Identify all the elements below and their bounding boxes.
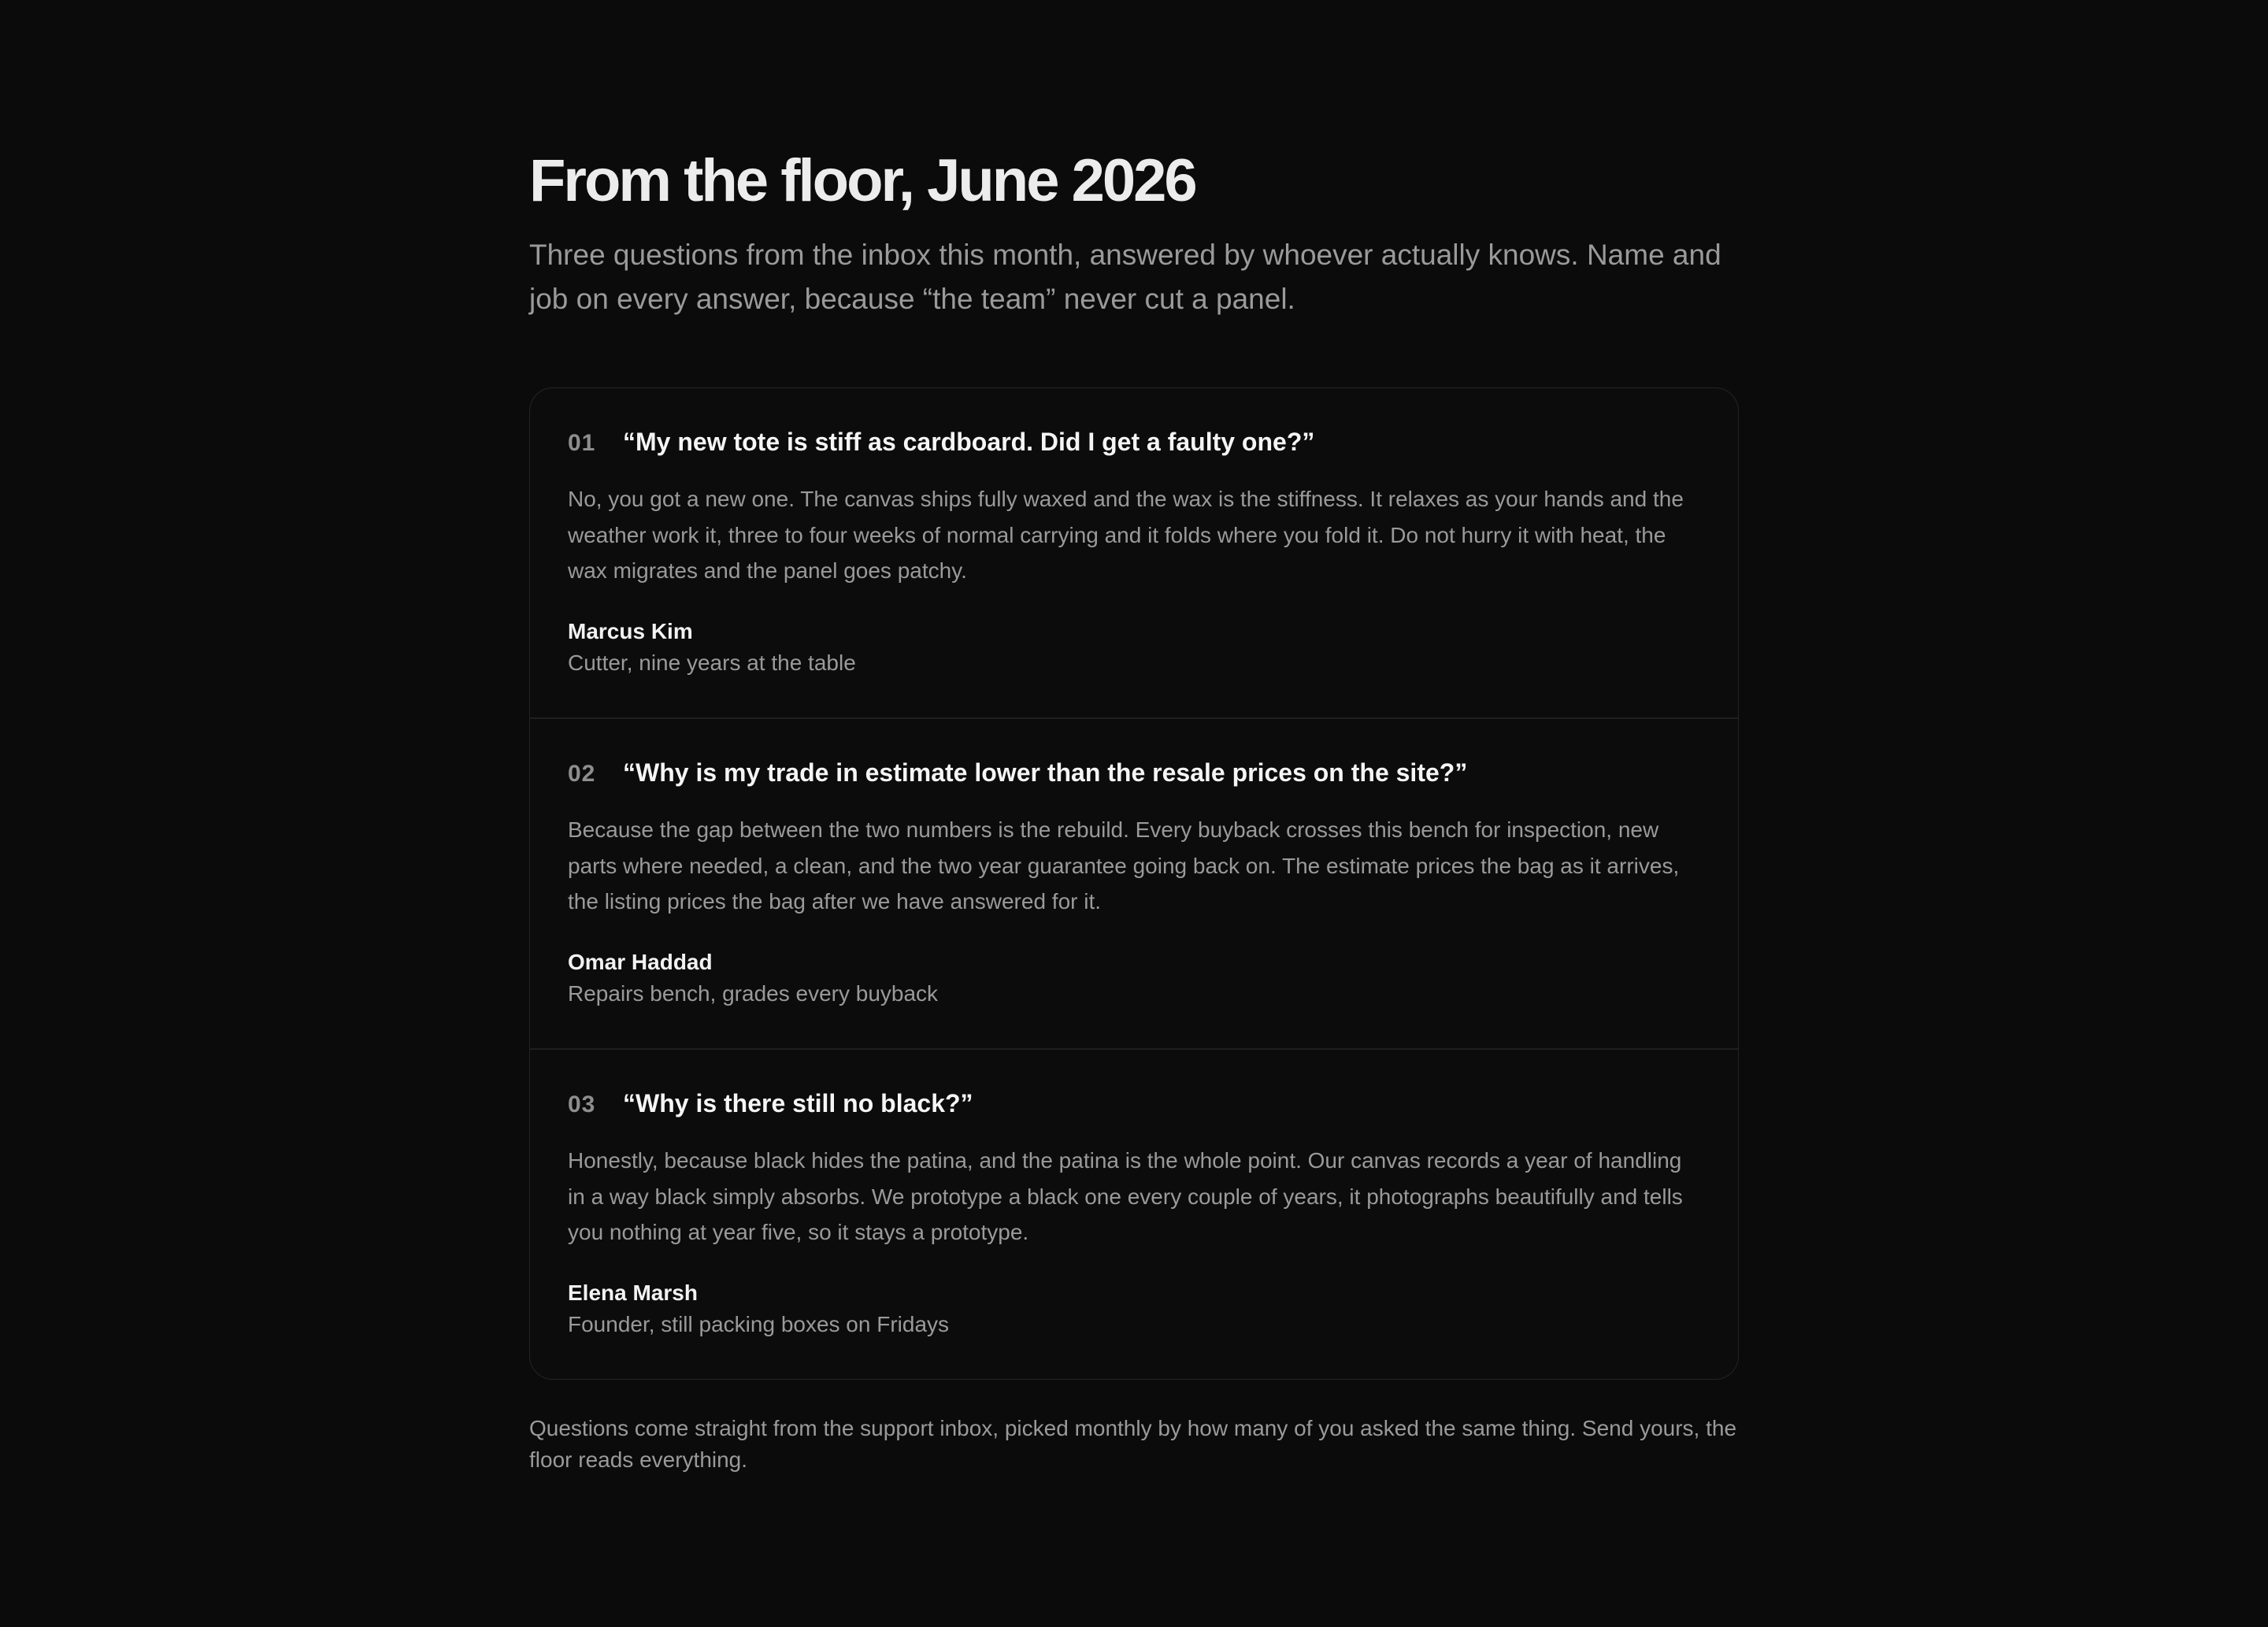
qa-author-name: Marcus Kim bbox=[568, 618, 693, 643]
qa-head bbox=[568, 758, 1700, 793]
qa-answer: Honestly, because black hides the patina, and the patina is the whole point. Our canvas records a year of handling in a way black simply absorbs. We prototype a black one every couple of years, it photographs beautifully and tells you nothing at year five, so it stays a prototype. bbox=[568, 1148, 1683, 1244]
qa-author-role: Repairs bench, grades every buyback bbox=[568, 980, 939, 1006]
qa-author-role: Cutter, nine years at the table bbox=[568, 650, 856, 675]
qa-answer: No, you got a new one. The canvas ships fully waxed and the wax is the stiffness. It relaxes as your hands and the weather work it, three to four weeks of normal carrying and it folds where you fold it. Do not hurry it with heat, the wax migrates and the panel goes patchy. bbox=[568, 487, 1684, 583]
qa-card bbox=[529, 387, 1739, 1380]
qa-head bbox=[568, 428, 1700, 462]
qa-author-name: Omar Haddad bbox=[568, 949, 713, 974]
qa-item-03 bbox=[530, 1050, 1738, 1379]
qa-item-02 bbox=[530, 719, 1738, 1050]
qa-item-01 bbox=[530, 388, 1738, 719]
qa-author-name: Elena Marsh bbox=[568, 1280, 698, 1305]
qa-question: “My new tote is stiff as cardboard. Did I get a faulty one?” bbox=[623, 428, 1315, 456]
page-title: From the floor, June 2026 bbox=[529, 147, 1195, 214]
qa-number: 02 bbox=[568, 761, 596, 787]
qa-number: 01 bbox=[568, 430, 596, 456]
qa-question: “Why is there still no black?” bbox=[623, 1089, 973, 1117]
qa-head bbox=[568, 1089, 1700, 1124]
qa-author-role: Founder, still packing boxes on Fridays bbox=[568, 1311, 950, 1336]
page-footer-note: Questions come straight from the support inbox, picked monthly by how many of you asked the same thing. Send yours, the floor reads everything. bbox=[529, 1416, 1737, 1472]
page-intro: Three questions from the inbox this month, answered by whoever actually knows. Name and job on every answer, because “the team” never cut a panel. bbox=[529, 239, 1721, 315]
page bbox=[529, 146, 1739, 1476]
qa-number: 03 bbox=[568, 1091, 596, 1117]
qa-question: “Why is my trade in estimate lower than the resale prices on the site?” bbox=[623, 758, 1468, 787]
qa-answer: Because the gap between the two numbers is the rebuild. Every buyback crosses this bench for inspection, new parts where needed, a clean, and the two year guarantee going back on. The estimate prices the bag as it arrives, the listing prices the bag after we have answered for it. bbox=[568, 817, 1680, 914]
